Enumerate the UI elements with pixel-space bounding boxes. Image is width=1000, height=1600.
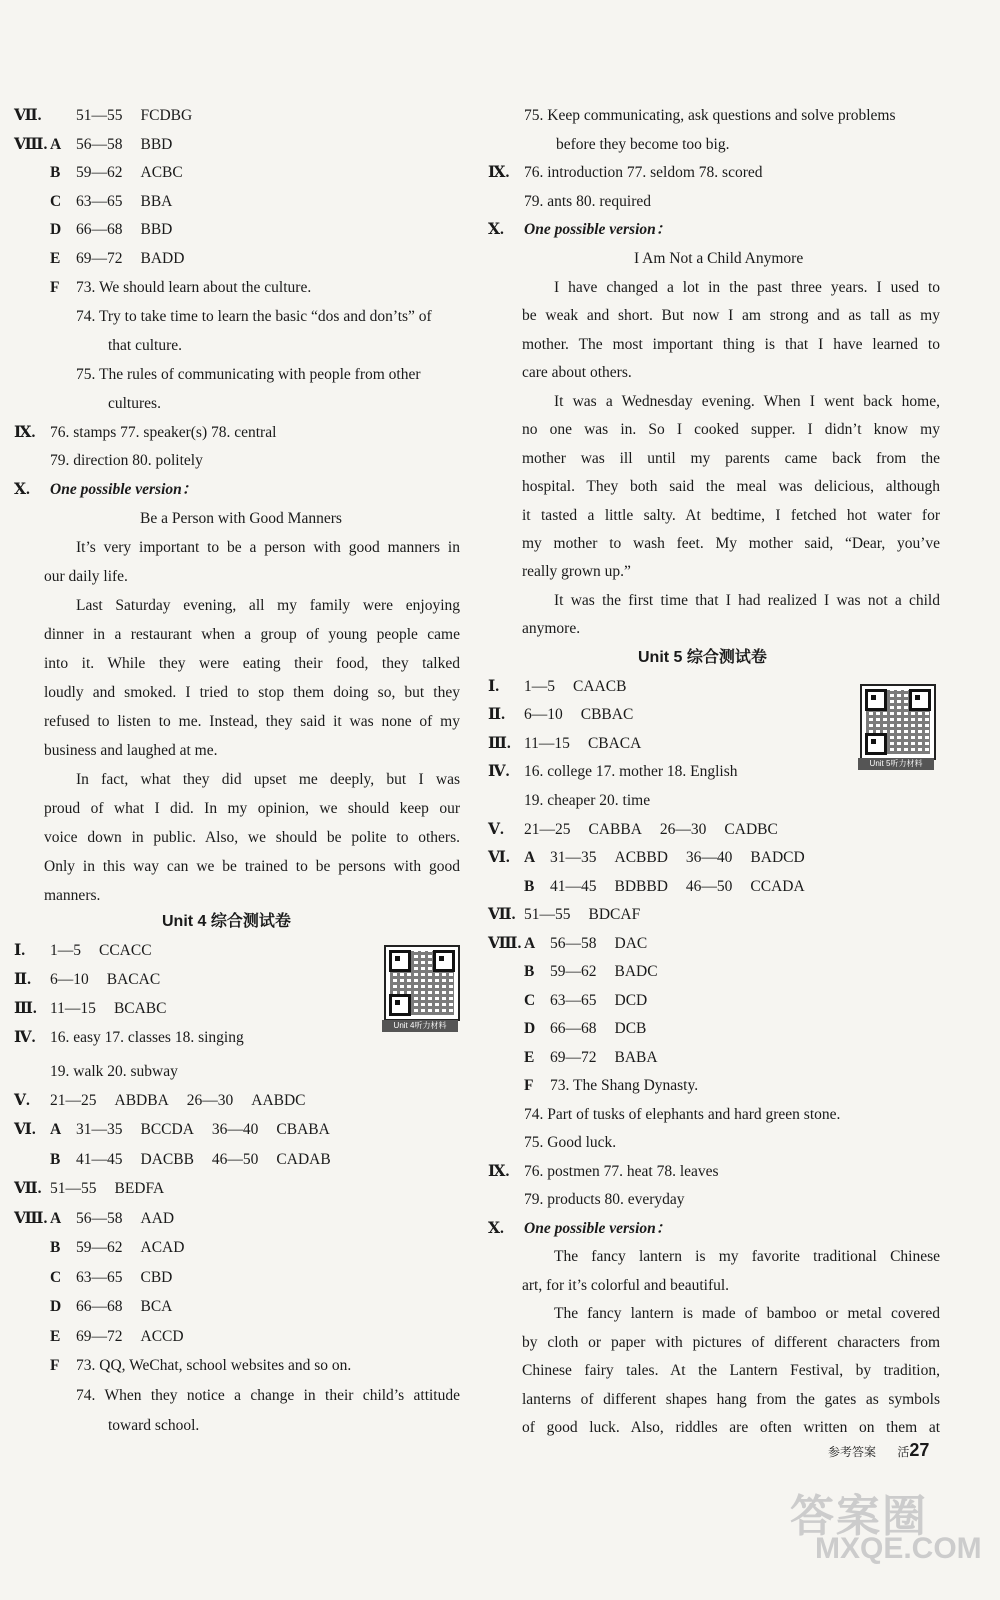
answer-line bbox=[14, 1238, 184, 1258]
range: 63—65 bbox=[76, 1269, 123, 1286]
watermark-logo: 答案圈 bbox=[790, 1492, 928, 1541]
answer-line bbox=[14, 1150, 331, 1170]
answer-line bbox=[14, 1327, 184, 1347]
answers: BADCD bbox=[750, 849, 805, 866]
answer-line bbox=[14, 1297, 172, 1317]
answers: CBBAC bbox=[580, 706, 634, 723]
answer-line bbox=[14, 970, 160, 990]
answer-text: 16. easy 17. classes 18. singing bbox=[50, 1029, 244, 1046]
range: 6—10 bbox=[50, 971, 89, 988]
part-letter: A bbox=[50, 136, 62, 153]
essay-line: no one was in. So I cooked supper. I didn’t know my bbox=[522, 421, 940, 438]
part-letter: B bbox=[50, 164, 61, 181]
range: 56—58 bbox=[76, 136, 123, 153]
range: 59—62 bbox=[550, 963, 597, 980]
essay-line: Only in this way can we be trained to be persons with good bbox=[44, 858, 460, 875]
essay-line: proud of what I did. In my opinion, we should keep our bbox=[44, 800, 460, 817]
answer-text: 74. When they notice a change in their child’s attitude bbox=[76, 1387, 460, 1404]
essay-line: dinner in a restaurant when a group of young people came bbox=[44, 626, 460, 643]
part-letter: D bbox=[50, 1298, 62, 1315]
answer-line bbox=[14, 1091, 306, 1111]
answer-line bbox=[488, 934, 647, 954]
answer-text: cultures. bbox=[108, 395, 161, 412]
qr-caption: Unit 4听力材料 bbox=[382, 1020, 458, 1032]
answers: BACAC bbox=[106, 971, 161, 988]
answer-text: 74. Part of tusks of elephants and hard green stone. bbox=[524, 1106, 841, 1123]
essay-line: refused to listen to me. Instead, they said it was none of my bbox=[44, 713, 460, 730]
answer-line bbox=[14, 278, 311, 298]
answers: BCABC bbox=[113, 1000, 167, 1017]
answers: BEDFA bbox=[114, 1180, 165, 1197]
roman-numeral: Ⅷ. bbox=[14, 1210, 48, 1227]
answers: AAD bbox=[140, 1210, 175, 1227]
range: 66—68 bbox=[76, 1298, 123, 1315]
unit-5-heading: Unit 5 综合测试卷 bbox=[638, 649, 767, 666]
roman-numeral: Ⅵ. bbox=[14, 1121, 36, 1138]
range: 51—55 bbox=[524, 906, 571, 923]
answer-text: before they become too big. bbox=[556, 136, 730, 153]
essay-line: It was the first time that I had realized I was not a child bbox=[554, 592, 940, 609]
answers: FCDBG bbox=[140, 107, 193, 124]
essay-line: be weak and short. But now I am strong and as tall as my bbox=[522, 307, 940, 324]
answer-line bbox=[488, 163, 763, 183]
range: 41—45 bbox=[550, 878, 597, 895]
version-label: One possible version： bbox=[524, 221, 672, 238]
range: 11—15 bbox=[524, 735, 570, 752]
answer-line bbox=[14, 106, 192, 126]
answer-line bbox=[14, 135, 172, 155]
answer-line bbox=[488, 848, 805, 868]
answer-line bbox=[488, 1162, 719, 1182]
answer-text: 79. products 80. everyday bbox=[524, 1191, 685, 1208]
range: 69—72 bbox=[76, 250, 123, 267]
essay-line: it tasted a little salty. At bedtime, I fetched hot water for bbox=[522, 507, 940, 524]
answer-line bbox=[488, 962, 658, 982]
answers: CCADA bbox=[750, 878, 805, 895]
answers: CBD bbox=[140, 1269, 173, 1286]
part-letter: B bbox=[50, 1151, 61, 1168]
answers: DCD bbox=[614, 992, 648, 1009]
answers: BBA bbox=[140, 193, 173, 210]
roman-numeral: Ⅲ. bbox=[14, 1000, 37, 1017]
roman-numeral: Ⅷ. bbox=[488, 935, 522, 952]
answer-text: 73. The Shang Dynasty. bbox=[550, 1077, 699, 1094]
essay-line: hospital. They both said the meal was delicious, although bbox=[522, 478, 940, 495]
answer-text: 76. introduction 77. seldom 78. scored bbox=[524, 164, 763, 181]
roman-numeral: Ⅱ. bbox=[488, 706, 505, 723]
answer-text: 16. college 17. mother 18. English bbox=[524, 763, 738, 780]
range: 36—40 bbox=[211, 1121, 259, 1138]
roman-numeral: Ⅷ. bbox=[14, 136, 48, 153]
essay-line: mother. The most important thing is that I have learned to bbox=[522, 336, 940, 353]
answer-line bbox=[14, 1120, 330, 1140]
roman-numeral: Ⅶ. bbox=[488, 906, 516, 923]
range: 21—25 bbox=[524, 821, 571, 838]
part-letter: E bbox=[50, 1328, 61, 1345]
answers: ABDBA bbox=[114, 1092, 169, 1109]
answer-line bbox=[14, 249, 184, 269]
answer-line bbox=[488, 1048, 658, 1068]
answer-line bbox=[14, 192, 172, 212]
answers: CBACA bbox=[587, 735, 642, 752]
range: 41—45 bbox=[76, 1151, 123, 1168]
answers: BDCAF bbox=[588, 906, 641, 923]
answer-line bbox=[488, 705, 633, 725]
range: 63—65 bbox=[550, 992, 597, 1009]
answer-line bbox=[488, 877, 805, 897]
unit-4-heading: Unit 4 综合测试卷 bbox=[162, 913, 291, 930]
essay-line: Chinese fairy tales. At the Lantern Festival, by tradition, bbox=[522, 1362, 940, 1379]
answers: BBD bbox=[140, 136, 173, 153]
part-letter: A bbox=[50, 1121, 62, 1138]
part-letter: D bbox=[50, 221, 62, 238]
answer-text: toward school. bbox=[108, 1417, 200, 1434]
answer-text: 76. postmen 77. heat 78. leaves bbox=[524, 1163, 719, 1180]
range: 31—35 bbox=[550, 849, 597, 866]
essay-line: voice down in public. Also, we should be polite to others. bbox=[44, 829, 460, 846]
essay-line: The fancy lantern is made of bamboo or metal covered bbox=[554, 1305, 940, 1322]
roman-numeral: Ⅴ. bbox=[14, 1092, 30, 1109]
range: 6—10 bbox=[524, 706, 563, 723]
answers: BCA bbox=[140, 1298, 173, 1315]
roman-numeral: Ⅸ. bbox=[488, 1163, 510, 1180]
essay-line: my mother to wash feet. My mother said, “Dear, you’ve bbox=[522, 535, 940, 552]
essay-line: The fancy lantern is my favorite traditional Chinese bbox=[554, 1248, 940, 1265]
part-letter: C bbox=[50, 1269, 62, 1286]
answer-line bbox=[488, 734, 641, 754]
essay-title: I Am Not a Child Anymore bbox=[634, 250, 804, 267]
answer-text: 74. Try to take time to learn the basic “dos and don’ts” of bbox=[76, 308, 432, 325]
answer-line bbox=[14, 941, 152, 961]
essay-line: mother was ill until my parents came back from the bbox=[522, 450, 940, 467]
footer-label: 参考答案 bbox=[828, 1445, 877, 1459]
answer-line bbox=[488, 1076, 698, 1096]
roman-numeral: Ⅱ. bbox=[14, 971, 31, 988]
answers: DAC bbox=[614, 935, 648, 952]
answers: CCACC bbox=[99, 942, 152, 959]
essay-line: In fact, what they did upset me deeply, but I was bbox=[76, 771, 460, 788]
answers: ACCD bbox=[140, 1328, 184, 1345]
part-letter: B bbox=[50, 1239, 61, 1256]
answers: BADC bbox=[614, 963, 658, 980]
answer-line bbox=[488, 991, 647, 1011]
range: 46—50 bbox=[211, 1151, 259, 1168]
answer-text: 73. We should learn about the culture. bbox=[76, 279, 312, 296]
answer-line bbox=[14, 1209, 174, 1229]
range: 69—72 bbox=[550, 1049, 597, 1066]
roman-numeral: Ⅰ. bbox=[488, 678, 500, 695]
answer-line bbox=[488, 820, 778, 840]
range: 56—58 bbox=[550, 935, 597, 952]
answers: BABA bbox=[614, 1049, 658, 1066]
roman-numeral: Ⅳ. bbox=[488, 763, 510, 780]
answer-text: that culture. bbox=[108, 337, 183, 354]
answers: CADAB bbox=[276, 1151, 331, 1168]
answers: ACBC bbox=[140, 164, 183, 181]
roman-numeral: Ⅹ. bbox=[488, 1220, 504, 1237]
range: 21—25 bbox=[50, 1092, 97, 1109]
range: 11—15 bbox=[50, 1000, 96, 1017]
part-letter: F bbox=[524, 1077, 534, 1094]
qr-caption: Unit 5听力材料 bbox=[858, 758, 934, 770]
essay-line: by cloth or paper with pictures of different characters from bbox=[522, 1334, 940, 1351]
part-letter: F bbox=[50, 1357, 60, 1374]
range: 51—55 bbox=[50, 1180, 97, 1197]
answer-text: 76. stamps 77. speaker(s) 78. central bbox=[50, 424, 277, 441]
essay-line: anymore. bbox=[522, 620, 581, 637]
roman-numeral: Ⅰ. bbox=[14, 942, 26, 959]
answers: CABBA bbox=[588, 821, 642, 838]
answers: BBD bbox=[140, 221, 173, 238]
essay-line: into it. While they were eating their food, they talked bbox=[44, 655, 460, 672]
answer-line bbox=[488, 905, 640, 925]
range: 56—58 bbox=[76, 1210, 123, 1227]
answer-line bbox=[14, 1356, 351, 1376]
part-letter: B bbox=[524, 963, 535, 980]
answer-text: 19. walk 20. subway bbox=[50, 1063, 178, 1080]
roman-numeral: Ⅶ. bbox=[14, 107, 42, 124]
roman-numeral: Ⅸ. bbox=[14, 424, 36, 441]
essay-line: lanterns of different shapes hang from the gates as symbols bbox=[522, 1391, 940, 1408]
unit-4-qr-code[interactable] bbox=[384, 945, 460, 1021]
range: 31—35 bbox=[76, 1121, 123, 1138]
version-label: One possible version： bbox=[50, 481, 198, 498]
essay-line: I have changed a lot in the past three years. I used to bbox=[554, 279, 940, 296]
essay-line: It’s very important to be a person with good manners in bbox=[76, 539, 460, 556]
answers: BDBBD bbox=[614, 878, 668, 895]
answer-text: 79. direction 80. politely bbox=[50, 452, 203, 469]
answer-line bbox=[14, 163, 183, 183]
essay-line: care about others. bbox=[522, 364, 632, 381]
answers: BADD bbox=[140, 250, 185, 267]
range: 63—65 bbox=[76, 193, 123, 210]
part-letter: E bbox=[524, 1049, 535, 1066]
range: 46—50 bbox=[685, 878, 733, 895]
range: 69—72 bbox=[76, 1328, 123, 1345]
answers: BCCDA bbox=[140, 1121, 194, 1138]
essay-line: manners. bbox=[44, 887, 101, 904]
essay-line: Last Saturday evening, all my family were enjoying bbox=[76, 597, 460, 614]
range: 51—55 bbox=[76, 107, 123, 124]
answer-line bbox=[488, 220, 671, 240]
range: 36—40 bbox=[685, 849, 733, 866]
part-letter: C bbox=[50, 193, 62, 210]
answers: DCB bbox=[614, 1020, 647, 1037]
answer-line bbox=[14, 999, 167, 1019]
range: 59—62 bbox=[76, 164, 123, 181]
watermark-url: MXQE.COM bbox=[815, 1532, 982, 1565]
roman-numeral: Ⅲ. bbox=[488, 735, 511, 752]
part-letter: A bbox=[50, 1210, 62, 1227]
part-letter: A bbox=[524, 849, 536, 866]
answers: CADBC bbox=[724, 821, 778, 838]
part-letter: A bbox=[524, 935, 536, 952]
answers: CBABA bbox=[276, 1121, 330, 1138]
essay-line: loudly and smoked. I tried to stop them doing so, but they bbox=[44, 684, 460, 701]
version-label: One possible version： bbox=[524, 1220, 672, 1237]
answer-line bbox=[14, 1028, 244, 1048]
answers: ACAD bbox=[140, 1239, 185, 1256]
answer-line bbox=[14, 220, 172, 240]
essay-line: our daily life. bbox=[44, 568, 128, 585]
essay-line: of good luck. Also, riddles are often written on them at bbox=[522, 1419, 940, 1436]
answers: AABDC bbox=[251, 1092, 306, 1109]
page-number: 27 bbox=[909, 1440, 930, 1460]
answer-line bbox=[488, 1019, 646, 1039]
answer-text: 75. Keep communicating, ask questions and solve problems bbox=[524, 107, 896, 124]
answers: CAACB bbox=[573, 678, 627, 695]
footer-prefix: 活 bbox=[897, 1445, 910, 1459]
roman-numeral: Ⅳ. bbox=[14, 1029, 36, 1046]
part-letter: E bbox=[50, 250, 61, 267]
answer-text: 19. cheaper 20. time bbox=[524, 792, 651, 809]
answer-text: 75. Good luck. bbox=[524, 1134, 617, 1151]
essay-line: It was a Wednesday evening. When I went back home, bbox=[554, 393, 940, 410]
range: 26—30 bbox=[659, 821, 707, 838]
part-letter: B bbox=[524, 878, 535, 895]
answer-line bbox=[14, 1179, 164, 1199]
range: 1—5 bbox=[50, 942, 81, 959]
roman-numeral: Ⅴ. bbox=[488, 821, 504, 838]
essay-line: art, for it’s colorful and beautiful. bbox=[522, 1277, 730, 1294]
answers: DACBB bbox=[140, 1151, 194, 1168]
part-letter: D bbox=[524, 1020, 536, 1037]
answer-line bbox=[14, 423, 276, 443]
answers: ACBBD bbox=[614, 849, 668, 866]
range: 66—68 bbox=[76, 221, 123, 238]
page-footer bbox=[828, 1440, 929, 1461]
answer-line bbox=[488, 677, 626, 697]
answer-line bbox=[488, 762, 738, 782]
answer-line bbox=[14, 1268, 172, 1288]
range: 1—5 bbox=[524, 678, 555, 695]
roman-numeral: Ⅶ. bbox=[14, 1180, 42, 1197]
answer-text: 73. QQ, WeChat, school websites and so on. bbox=[76, 1357, 352, 1374]
roman-numeral: Ⅵ. bbox=[488, 849, 510, 866]
essay-line: business and laughed at me. bbox=[44, 742, 218, 759]
roman-numeral: Ⅹ. bbox=[488, 221, 504, 238]
answer-line bbox=[14, 480, 197, 500]
answer-text: 75. The rules of communicating with people from other bbox=[76, 366, 421, 383]
answer-line bbox=[488, 1219, 671, 1239]
answer-text: 79. ants 80. required bbox=[524, 193, 651, 210]
unit-5-qr-code[interactable] bbox=[860, 684, 936, 760]
essay-title: Be a Person with Good Manners bbox=[140, 510, 342, 527]
roman-numeral: Ⅸ. bbox=[488, 164, 510, 181]
range: 66—68 bbox=[550, 1020, 597, 1037]
range: 59—62 bbox=[76, 1239, 123, 1256]
range: 26—30 bbox=[186, 1092, 234, 1109]
part-letter: C bbox=[524, 992, 536, 1009]
roman-numeral: Ⅹ. bbox=[14, 481, 30, 498]
part-letter: F bbox=[50, 279, 60, 296]
essay-line: really grown up.” bbox=[522, 563, 631, 580]
